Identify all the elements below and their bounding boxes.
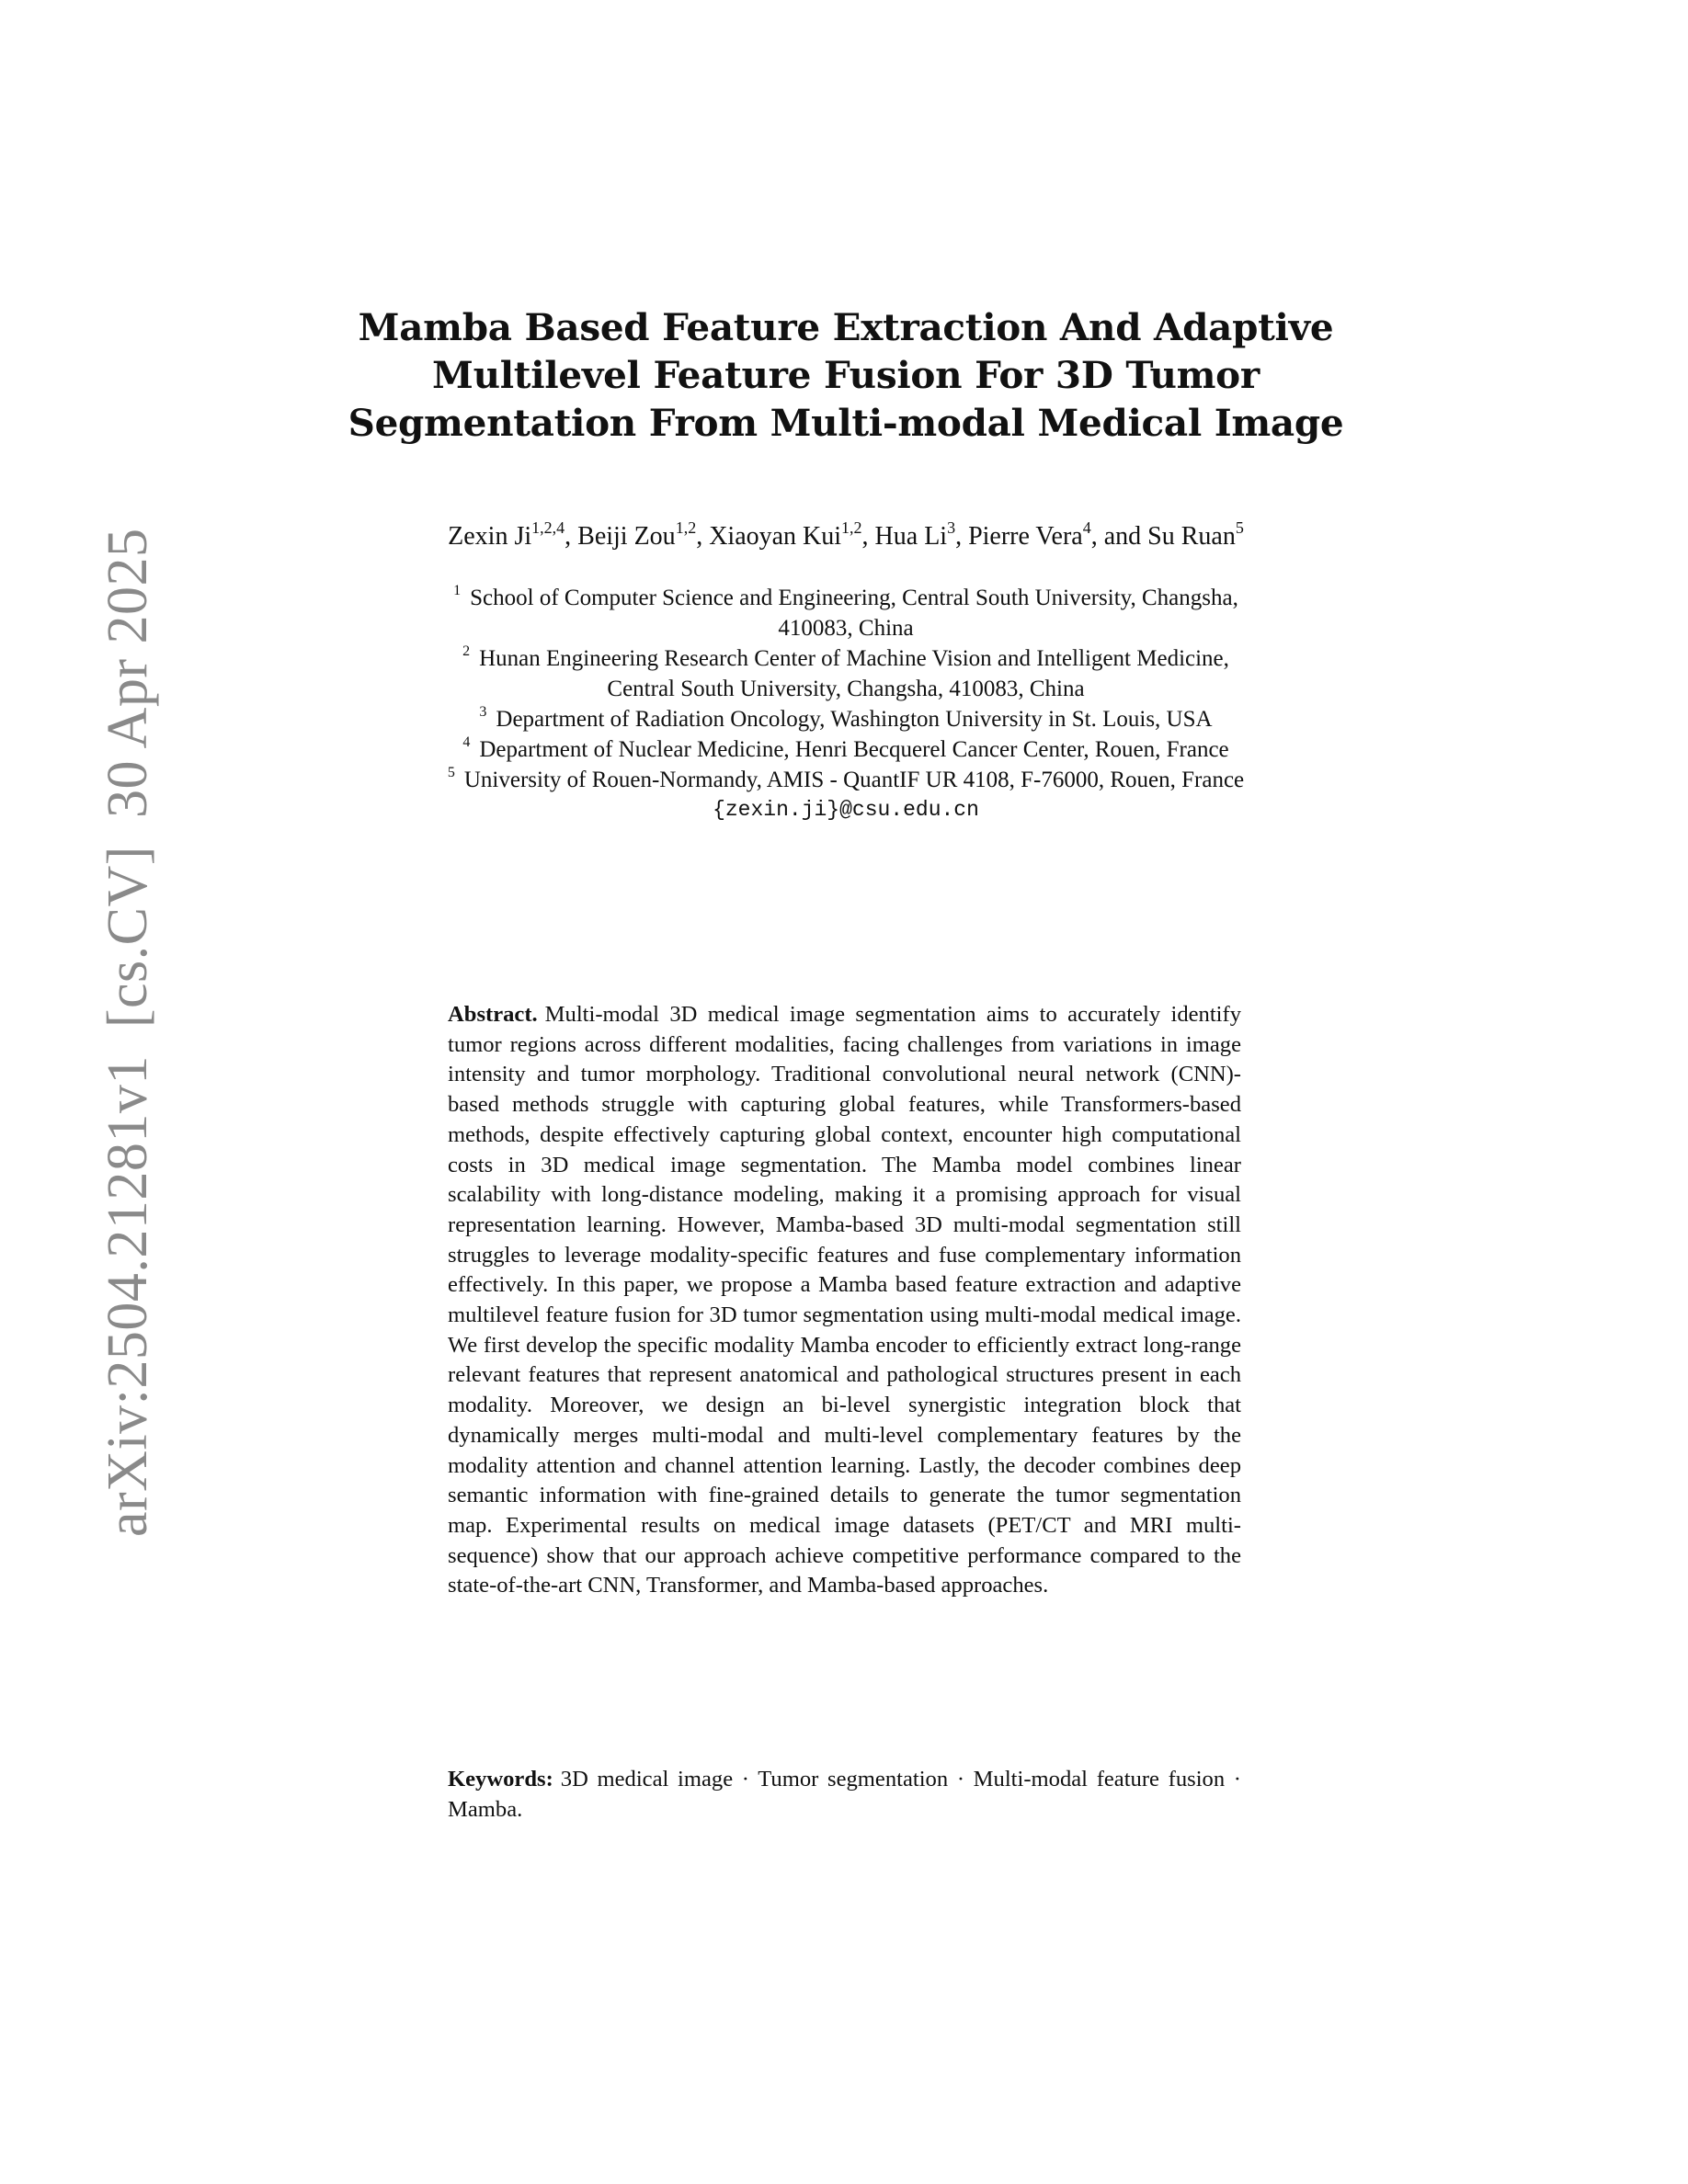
affiliation-number: 4 [462, 734, 471, 750]
affiliation-text: Central South University, Changsha, 410083, China [607, 677, 1085, 701]
author-list [313, 520, 1379, 553]
author-name: Su Ruan [1147, 522, 1236, 551]
keywords-label: Keywords: [448, 1767, 553, 1792]
affiliation-text: School of Computer Science and Engineering, Central South University, Changsha, [470, 586, 1238, 610]
affiliation-text: University of Rouen-Normandy, AMIS - QuantIF UR 4108, F-76000, Rouen, France [463, 768, 1245, 792]
author-separator: , [955, 522, 969, 551]
affiliation-line [359, 643, 1333, 674]
author-name: Pierre Vera [968, 522, 1083, 551]
affiliation-number: 2 [462, 643, 471, 659]
affiliation-number: 1 [453, 583, 462, 598]
keywords-text: 3D medical image · Tumor segmentation · Multi-modal feature fusion · Mamba. [448, 1767, 1241, 1822]
author-separator: , [861, 522, 875, 551]
affiliation-line [359, 613, 1333, 643]
arxiv-identifier-stamp [96, 529, 161, 1537]
abstract-text: Multi-modal 3D medical image segmentation aims to accurately identify tumor regions across different modalities, facing challenges from variations in image intensity and tumor morphology. Traditional convolutional neural network (CNN)-based methods struggle with capturing global features, while Transformers-based methods, despite effectively capturing global context, encounter high computational costs in 3D medical image segmentation. The Mamba model combines linear scalability with long-distance modeling, making it a promising approach for visual representation learning. However, Mamba-based 3D multi-modal segmentation still struggles to leverage modality-specific features and fuse complementary information effectively. In this paper, we propose a Mamba based feature extraction and adaptive multilevel feature fusion for 3D tumor segmentation using multi-modal medical image. We first develop the specific modality Mamba encoder to efficiently extract long-range relevant features that represent anatomical and pathological structures present in each modality. Moreover, we design an bi-level synergistic integration block that dynamically merges multi-modal and multi-level complementary features by the modality attention and channel attention learning. Lastly, the decoder combines deep semantic information with fine-grained details to generate the tumor segmentation map. Experimental results on medical image datasets (PET/CT and MRI multi-sequence) show that our approach achieve competitive performance compared to the state-of-the-art CNN, Transformer, and Mamba-based approaches. [448, 1002, 1241, 1598]
affiliation-number: 5 [447, 765, 455, 780]
author-affiliation-marker: 4 [1082, 518, 1091, 537]
affiliation-line [359, 734, 1333, 765]
author-separator: , [696, 522, 710, 551]
affiliation-line [359, 674, 1333, 704]
arxiv-category: [cs.CV] [97, 846, 159, 1029]
author-name: Hua Li [874, 522, 948, 551]
paper-title [313, 303, 1379, 447]
author-affiliation-marker: 1,2 [675, 518, 697, 537]
author-affiliation-marker: 3 [947, 518, 956, 537]
author-affiliation-marker: 1,2 [841, 518, 862, 537]
author-name: Beiji Zou [577, 522, 676, 551]
affiliation-text: Hunan Engineering Research Center of Machine Vision and Intelligent Medicine, [479, 646, 1229, 671]
affiliation-line [359, 583, 1333, 613]
affiliation-line [359, 765, 1333, 795]
title-line: Mamba Based Feature Extraction And Adaptive [358, 305, 1334, 349]
author-email[interactable]: {zexin.ji}@csu.edu.cn [713, 798, 979, 822]
abstract-label: Abstract. [448, 1002, 538, 1027]
author-name: Zexin Ji [448, 522, 532, 551]
arxiv-date: 30 Apr 2025 [97, 528, 159, 819]
abstract [448, 1000, 1241, 1601]
author-affiliation-marker: 5 [1235, 518, 1244, 537]
affiliation-number: 3 [479, 704, 487, 720]
affiliation-text: Department of Nuclear Medicine, Henri Becquerel Cancer Center, Rouen, France [479, 737, 1229, 762]
affiliation-line [359, 704, 1333, 734]
author-separator: , and [1090, 522, 1148, 551]
affiliation-text: 410083, China [778, 616, 914, 641]
keywords [448, 1765, 1241, 1825]
affiliation-text: Department of Radiation Oncology, Washington University in St. Louis, USA [496, 707, 1213, 732]
affiliation-list [359, 583, 1333, 825]
author-name: Xiaoyan Kui [709, 522, 842, 551]
title-line: Multilevel Feature Fusion For 3D Tumor [432, 353, 1260, 397]
author-affiliation-marker: 1,2,4 [531, 518, 565, 537]
arxiv-id: arXiv:2504.21281v1 [97, 1055, 159, 1537]
title-line: Segmentation From Multi-modal Medical Image [348, 401, 1344, 445]
author-separator: , [565, 522, 578, 551]
